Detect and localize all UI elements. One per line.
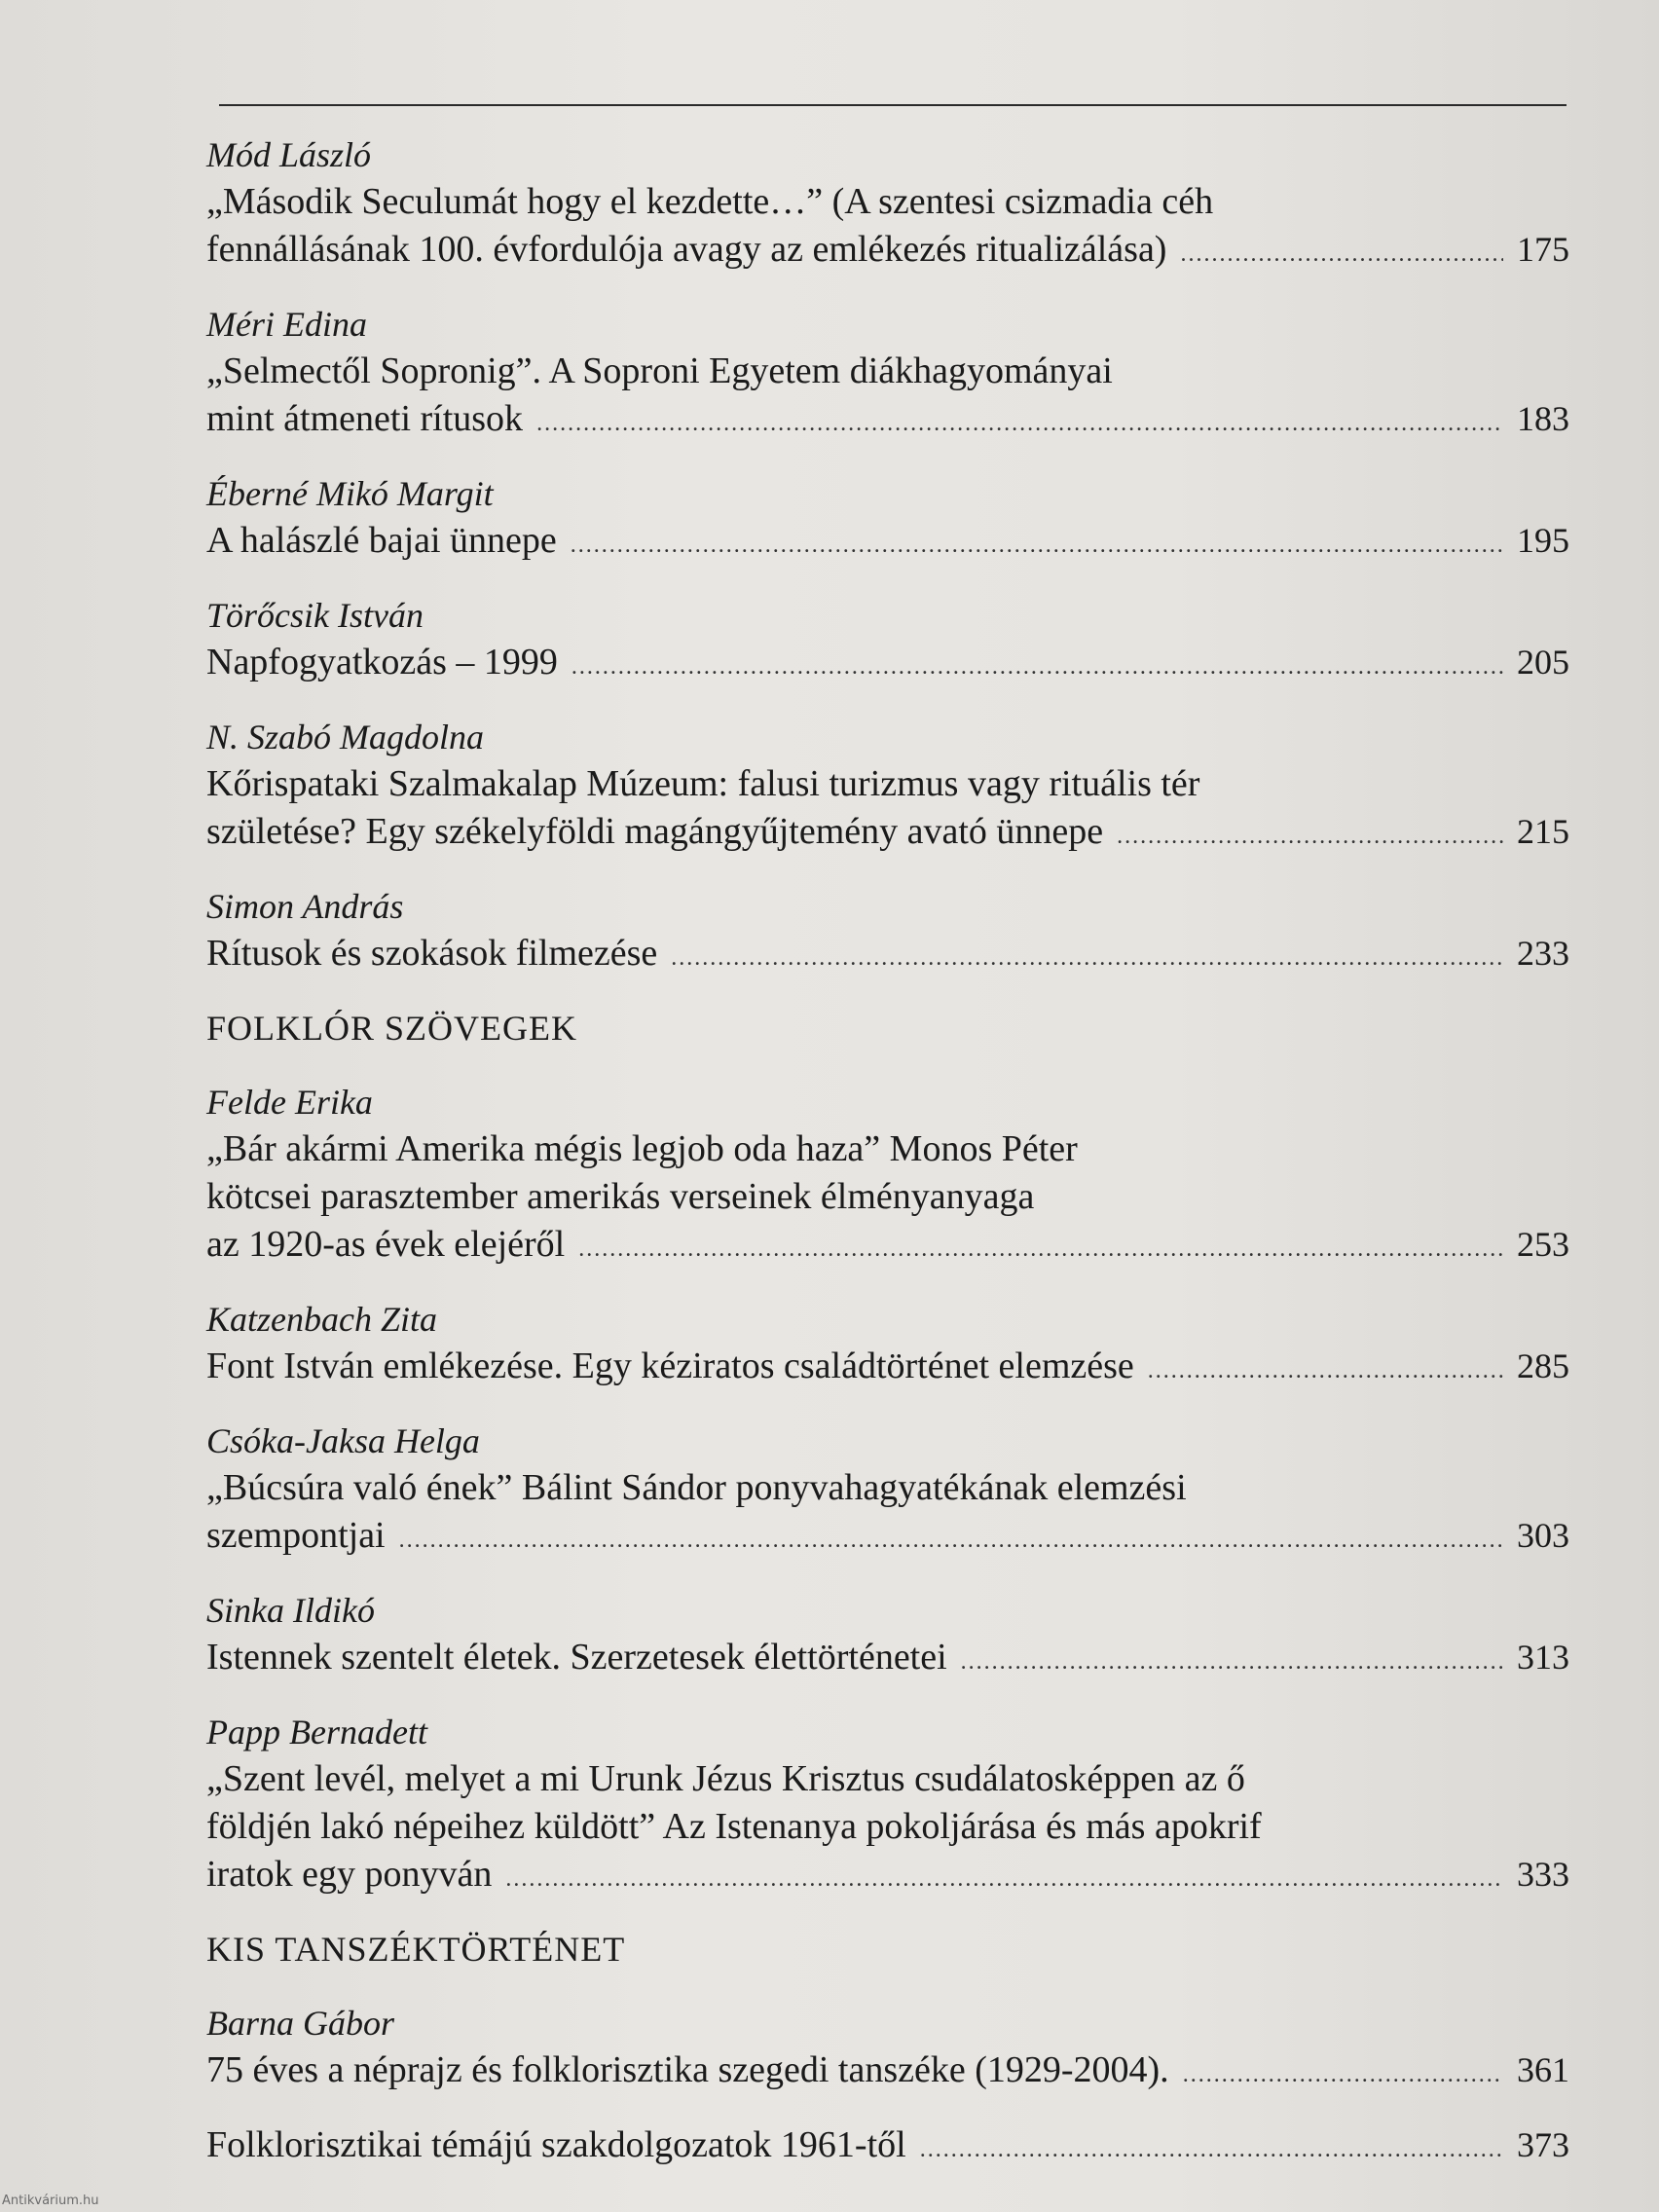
entry-title-last-line — [206, 226, 1569, 274]
watermark: Antikvárium.hu — [2, 2194, 99, 2208]
entry-author: Mód László — [206, 135, 372, 174]
leader-dots — [920, 2126, 1503, 2174]
entry-title-last-line — [206, 2121, 1569, 2169]
entry-title-text: A halászlé bajai ünnepe — [206, 520, 557, 561]
entry-title-line: „Második Seculumát hogy el kezdette…” (A szentesi csizmadia céh — [206, 181, 1214, 222]
entry-title-last-line — [206, 1634, 1569, 1681]
entry-title-text: mint átmeneti rítusok — [206, 398, 524, 439]
entry-title-line: földjén lakó népeihez küldött” Az Istenanya pokoljárása és más apokrif — [206, 1806, 1262, 1847]
page-number: 233 — [1517, 934, 1569, 973]
entry-title-last-line — [206, 395, 1569, 443]
entry-title-last-line — [206, 1512, 1569, 1560]
page-number: 333 — [1517, 1855, 1569, 1894]
entry-author: Törőcsik István — [206, 596, 424, 635]
entry-title-text: Rítusok és szokások filmezése — [206, 933, 658, 974]
entry-title-last-line — [206, 1343, 1569, 1390]
toc-entry — [206, 1418, 1569, 1560]
entry-title-text: szempontjai — [206, 1515, 386, 1556]
entry-title-line: „Selmectől Sopronig”. A Soproni Egyetem diákhagyományai — [206, 350, 1113, 391]
entry-author: Éberné Mikó Margit — [206, 474, 494, 513]
page-number: 373 — [1517, 2125, 1569, 2164]
entry-author: Méri Edina — [206, 305, 367, 344]
entry-title-line: „Szent levél, melyet a mi Urunk Jézus Krisztus csudálatosképpen az ő — [206, 1758, 1245, 1799]
entry-title-last-line — [206, 930, 1569, 977]
entry-title-text: fennállásának 100. évfordulója avagy az emlékezés ritualizálása) — [206, 229, 1167, 270]
toc-entry — [206, 1709, 1569, 1899]
entry-author: Katzenbach Zita — [206, 1300, 438, 1339]
entry-author: Felde Erika — [206, 1083, 373, 1122]
entry-title-last-line — [206, 808, 1569, 856]
toc-entry — [206, 1587, 1569, 1681]
page-number: 285 — [1517, 1346, 1569, 1385]
entry-author: Barna Gábor — [206, 2004, 395, 2043]
entry-title-text: 75 éves a néprajz és folklorisztika szegedi tanszéke (1929-2004). — [206, 2049, 1169, 2090]
toc-group-tanszek — [206, 2000, 1569, 2169]
toc-entry — [206, 131, 1569, 274]
entry-title-text: az 1920-as évek elejéről — [206, 1224, 566, 1265]
leader-dots — [1148, 1347, 1503, 1395]
leader-dots — [1183, 2051, 1503, 2099]
entry-title-last-line — [206, 2046, 1569, 2094]
page-number: 175 — [1517, 230, 1569, 269]
entry-author: Sinka Ildikó — [206, 1591, 375, 1630]
page-number: 303 — [1517, 1516, 1569, 1555]
toc-entry — [206, 470, 1569, 565]
toc-entry — [206, 592, 1569, 686]
top-rule — [219, 104, 1567, 106]
entry-title-text: Istennek szentelt életek. Szerzetesek élettörténetei — [206, 1637, 947, 1677]
toc-entry — [206, 2121, 1569, 2169]
entry-title-last-line — [206, 639, 1569, 686]
leader-dots — [578, 1226, 1503, 1273]
entry-title-line: „Bár akármi Amerika mégis legjob oda haza” Monos Péter — [206, 1128, 1078, 1169]
entry-title-line: kötcsei parasztember amerikás verseinek élményanyaga — [206, 1176, 1035, 1217]
entry-title-text: születése? Egy székelyföldi magángyűjtemény avató ünnepe — [206, 811, 1104, 852]
entry-author: Csóka-Jaksa Helga — [206, 1421, 480, 1460]
page-number: 361 — [1517, 2050, 1569, 2089]
table-of-contents — [206, 131, 1569, 2196]
page-number: 195 — [1517, 521, 1569, 560]
entry-title-text: iratok egy ponyván — [206, 1854, 493, 1895]
leader-dots — [961, 1639, 1503, 1686]
leader-dots — [536, 400, 1503, 448]
entry-title-last-line — [206, 1851, 1569, 1899]
entry-title-line: „Búcsúra való ének” Bálint Sándor ponyvahagyatékának elemzési — [206, 1467, 1187, 1508]
leader-dots — [505, 1856, 1503, 1903]
entry-author: Simon András — [206, 887, 404, 926]
page-number: 253 — [1517, 1225, 1569, 1264]
toc-entry — [206, 1296, 1569, 1390]
page-number: 313 — [1517, 1638, 1569, 1677]
toc-entry — [206, 883, 1569, 977]
toc-entry — [206, 1079, 1569, 1269]
leader-dots — [1180, 231, 1503, 278]
leader-dots — [571, 644, 1503, 691]
entry-title-line: Kőrispataki Szalmakalap Múzeum: falusi turizmus vagy rituális tér — [206, 763, 1200, 804]
section-heading-tanszek: KIS TANSZÉKTÖRTÉNET — [206, 1930, 626, 1969]
toc-entry — [206, 2000, 1569, 2094]
leader-dots — [571, 522, 1503, 570]
toc-entry — [206, 301, 1569, 443]
toc-group-folklor — [206, 1079, 1569, 1899]
page-number: 215 — [1517, 812, 1569, 851]
entry-title-text: Napfogyatkozás – 1999 — [206, 642, 558, 682]
leader-dots — [399, 1517, 1503, 1565]
section-heading-folklor: FOLKLÓR SZÖVEGEK — [206, 1009, 577, 1048]
toc-group-rituals — [206, 131, 1569, 977]
entry-title-last-line — [206, 517, 1569, 565]
entry-author: Papp Bernadett — [206, 1713, 427, 1751]
leader-dots — [671, 935, 1503, 982]
leader-dots — [1117, 813, 1503, 861]
toc-entry — [206, 714, 1569, 856]
page-number: 205 — [1517, 643, 1569, 682]
entry-title-text: Font István emlékezése. Egy kéziratos családtörténet elemzése — [206, 1346, 1134, 1386]
entry-title-text: Folklorisztikai témájú szakdolgozatok 1961-től — [206, 2124, 906, 2165]
entry-title-last-line — [206, 1221, 1569, 1269]
page-number: 183 — [1517, 399, 1569, 438]
entry-author: N. Szabó Magdolna — [206, 718, 485, 756]
